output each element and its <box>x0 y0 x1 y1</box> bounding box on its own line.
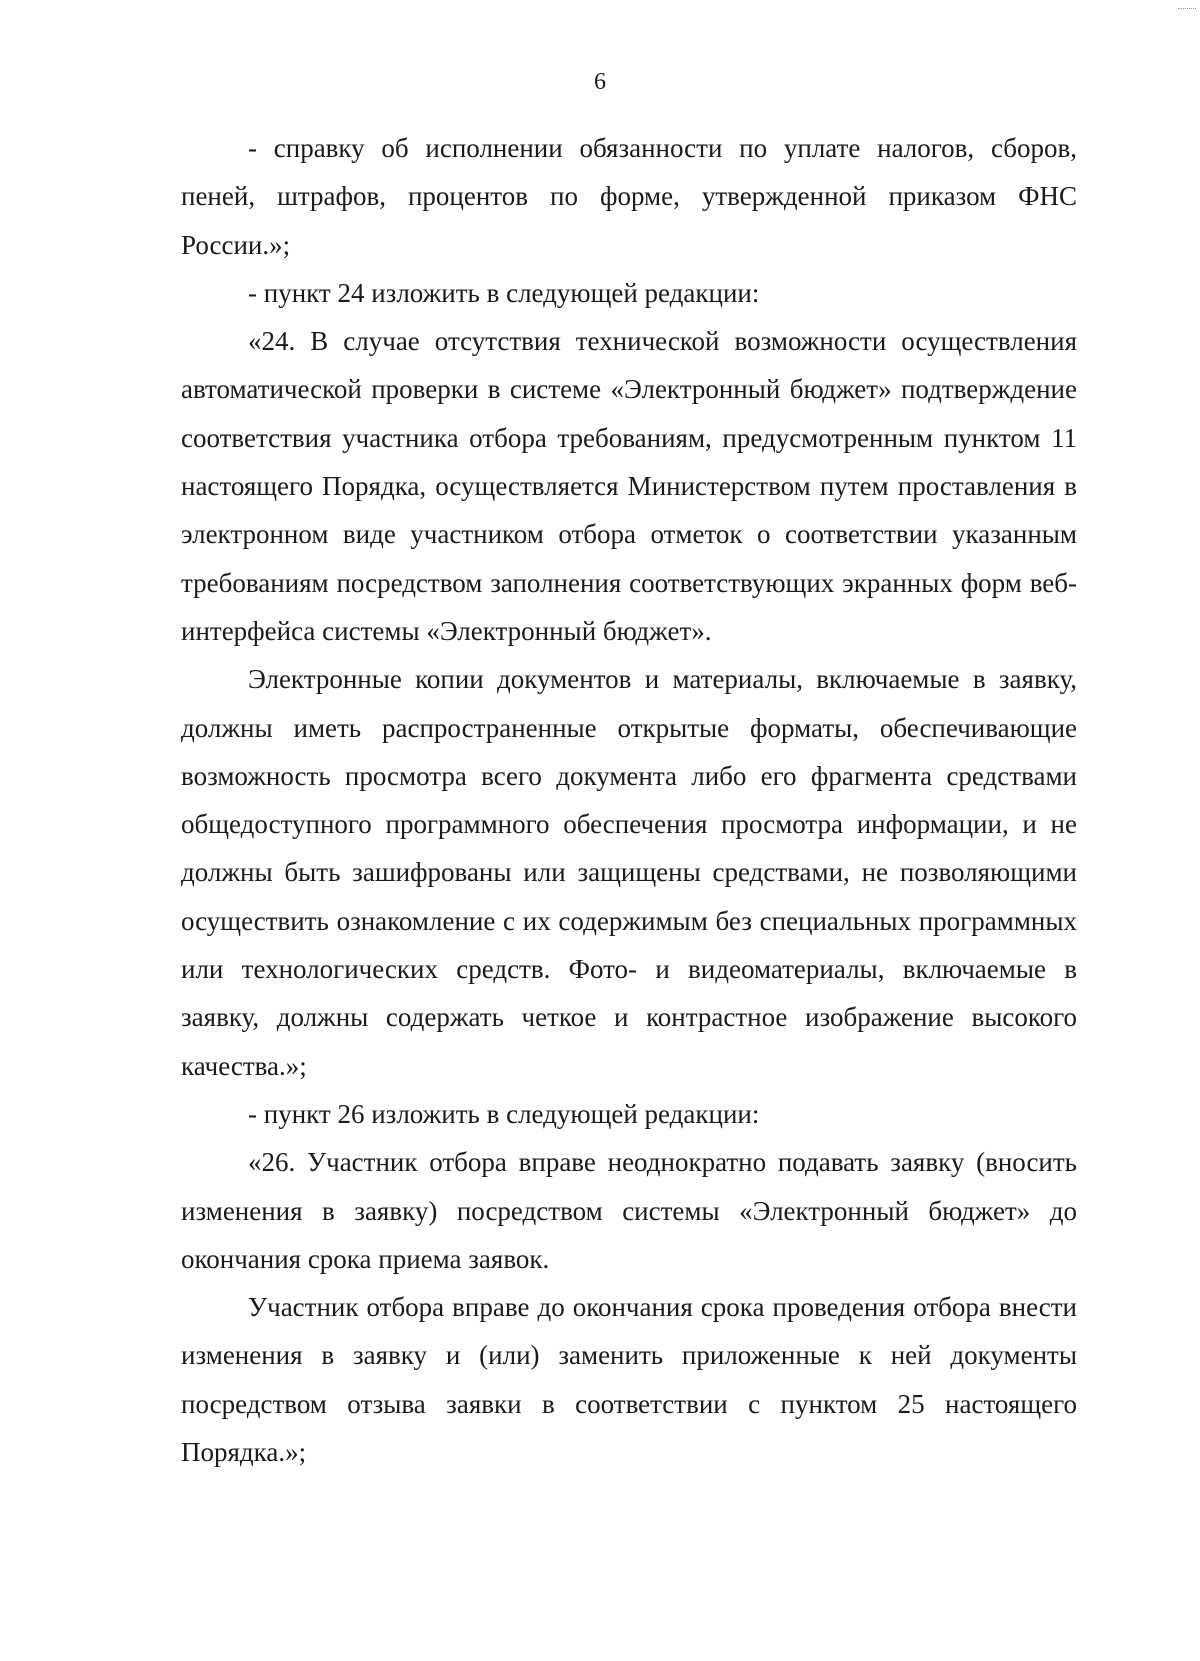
paragraph-tax-certificate: - справку об исполнении обязанности по уплате налогов, сборов, пеней, штрафов, процентов по форме, утвержденной приказом ФНС России.»; <box>181 133 1077 260</box>
paragraph-electronic-copies: Электронные копии документов и материалы, включаемые в заявку, должны иметь распространенные открытые форматы, обеспечивающие возможность просмотра всего документа либо его фрагмента средствами общедоступного программного обеспечения просмотра информации, и не должны быть зашифрованы или защищены средствами, не позволяющими осуществить ознакомление с их содержимым без специальных программных или технологических средств. Фото- и видеоматериалы, включаемые в заявку, должны содержать четкое и контрастное изображение высокого качества.»; <box>181 664 1077 1081</box>
document-body <box>181 124 1077 1476</box>
paragraph-item-24-heading: - пункт 24 изложить в следующей редакции: <box>248 277 760 308</box>
page-number: 6 <box>594 69 606 95</box>
paragraph-item-24-text: «24. В случае отсутствия технической возможности осуществления автоматической проверки в системе «Электронный бюджет» подтверждение соответствия участника отбора требованиям, предусмотренным пунктом 11 настоящего Порядка, осуществляется Министерством путем проставления в электронном виде участником отбора отметок о соответствии указанным требованиям посредством заполнения соответствующих экранных форм веб-интерфейса системы «Электронный бюджет». <box>181 326 1077 646</box>
scan-artifact <box>1178 0 1196 9</box>
paragraph-item-26-text: «26. Участник отбора вправе неоднократно подавать заявку (вносить изменения в заявку) посредством системы «Электронный бюджет» до окончания срока приема заявок. <box>181 1147 1077 1274</box>
paragraph-item-26-heading: - пункт 26 изложить в следующей редакции: <box>248 1098 760 1129</box>
paragraph-application-changes: Участник отбора вправе до окончания срока проведения отбора внести изменения в заявку и (или) заменить приложенные к ней документы посредством отзыва заявки в соответствии с пунктом 25 настоящего Порядка.»; <box>181 1292 1077 1468</box>
